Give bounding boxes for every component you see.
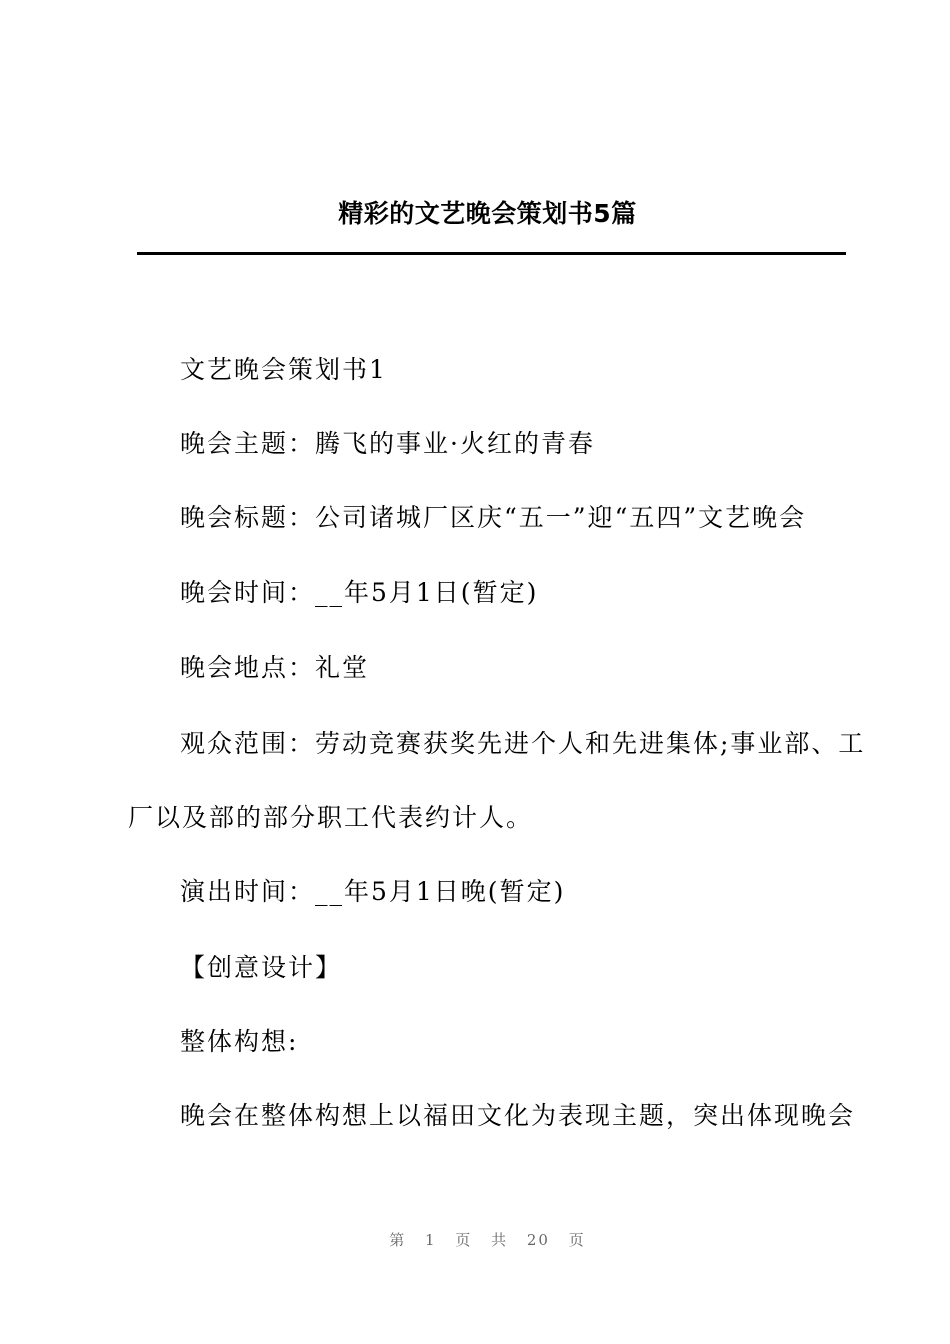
paragraph-theme: 晚会主题：腾飞的事业·火红的青春: [180, 429, 595, 458]
paragraph-audience: 观众范围：劳动竞赛获奖先进个人和先进集体;事业部、工: [180, 729, 866, 758]
paragraph-performance-time: 演出时间：__年5月1日晚(暂定): [180, 877, 566, 906]
page-number-footer: 第 1 页 共 20 页: [389, 1231, 586, 1249]
title-underline-rule: [137, 252, 846, 255]
paragraph-concept-body: 晚会在整体构想上以福田文化为表现主题，突出体现晚会: [180, 1101, 856, 1130]
paragraph-event-location: 晚会地点：礼堂: [180, 653, 370, 682]
paragraph-audience-continued: 厂以及部的部分职工代表约计人。: [128, 803, 534, 832]
paragraph-event-time: 晚会时间：__年5月1日(暂定): [180, 578, 539, 607]
paragraph-section-heading: 文艺晚会策划书1: [180, 355, 387, 384]
paragraph-creative-design-heading: 【创意设计】: [180, 953, 343, 982]
document-title: 精彩的文艺晚会策划书5篇: [338, 199, 637, 228]
paragraph-overall-concept: 整体构想:: [180, 1027, 299, 1056]
paragraph-event-title: 晚会标题：公司诸城厂区庆“五一”迎“五四”文艺晚会: [180, 503, 807, 532]
